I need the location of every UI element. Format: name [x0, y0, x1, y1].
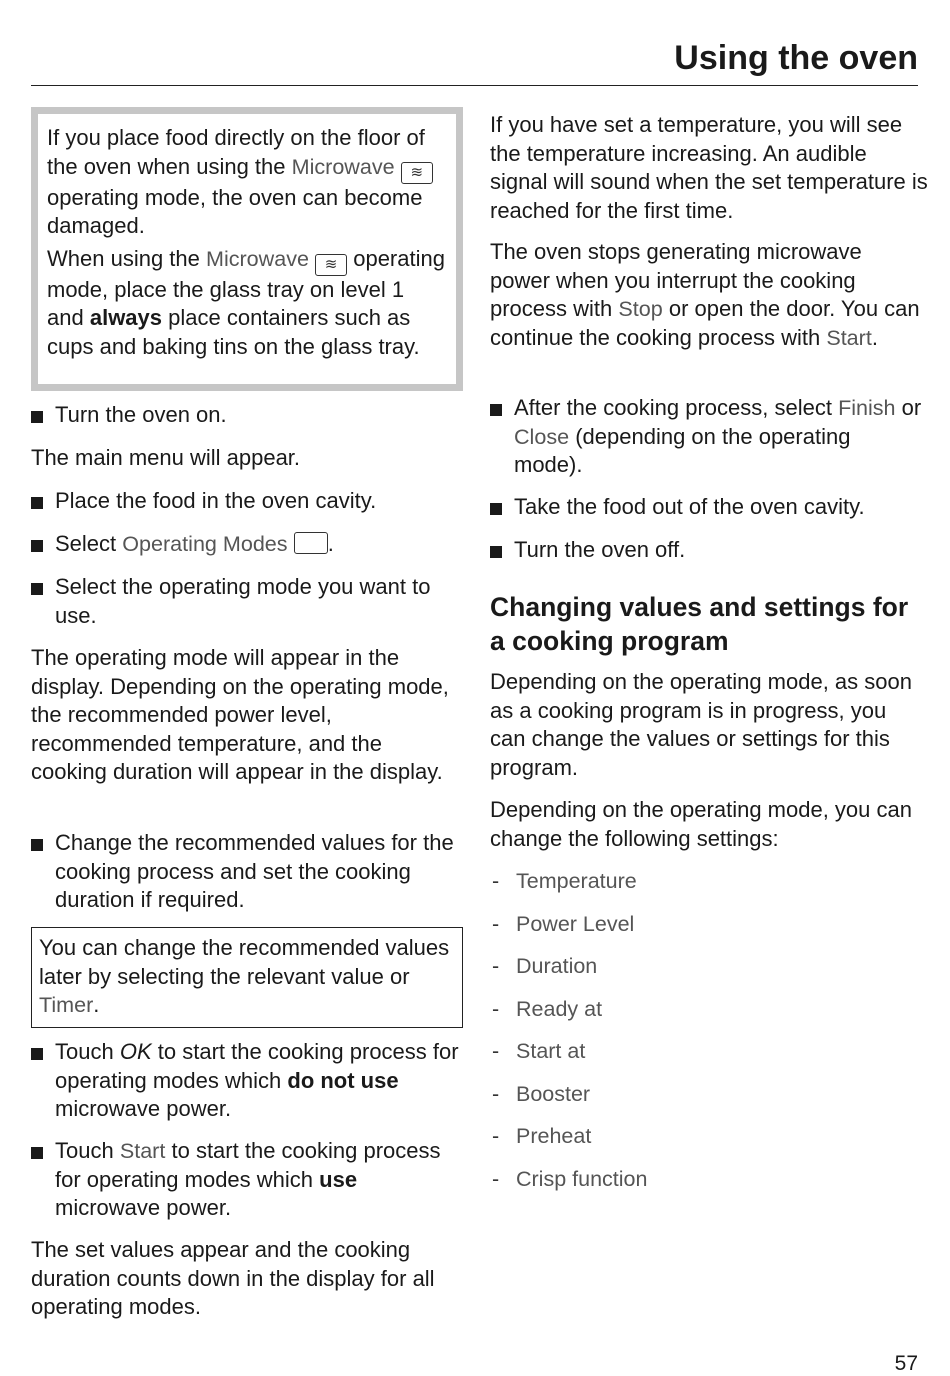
start-label: Start	[826, 324, 872, 350]
text-temperature-signal: If you have set a temperature, you will see the temperature increasing. An audible signal will sound when the set temperature is reached for the first time.	[490, 112, 928, 223]
step-place-food: Place the food in the oven cavity.	[31, 487, 463, 516]
note-box	[31, 927, 463, 1028]
text-mode-display: The operating mode will appear in the display. Depending on the operating mode, the recommended power level, recommended temperature, and the cooking duration will appear in the display.	[31, 645, 449, 784]
step-turn-oven-off: Turn the oven off.	[490, 536, 922, 565]
operating-modes-menu-label: Operating Modes	[122, 531, 288, 556]
step-select-mode: Select the operating mode you want to use.	[31, 573, 463, 630]
warning-paragraph-2: When using the Microwave ≋ operating mode, place the glass tray on level 1 and always place containers such as cups and baking tins on the glass tray.	[47, 245, 445, 359]
step-touch-start: Touch Start to start the cooking process for operating modes which use microwave power.	[31, 1137, 463, 1223]
text-change-values-intro: Depending on the operating mode, as soon as a cooking program is in progress, you can change the values or settings for this program.	[490, 669, 912, 780]
text-settings-intro: Depending on the operating mode, you can change the following settings:	[490, 797, 912, 851]
section-heading: Changing values and settings for a cooking program	[490, 592, 909, 656]
microwave-waves-icon: ≋	[401, 162, 433, 184]
step-touch-ok: Touch OK to start the cooking process for operating modes which do not use microwave power.	[31, 1038, 463, 1124]
close-label: Close	[514, 423, 570, 449]
microwave-mode-label: Microwave	[291, 153, 395, 179]
list-item: - Booster	[492, 1082, 591, 1106]
list-item: - Preheat	[492, 1124, 592, 1148]
step-take-food-out: Take the food out of the oven cavity.	[490, 493, 922, 522]
page-title: Using the oven	[674, 39, 918, 77]
list-item: - Power Level	[492, 912, 635, 936]
warning-box	[31, 107, 463, 391]
text-values-countdown: The set values appear and the cooking duration counts down in the display for all operating modes.	[31, 1237, 435, 1319]
note-text: You can change the recommended values later by selecting the relevant value or Timer.	[39, 935, 450, 1017]
text-stop-microwave: The oven stops generating microwave power when you interrupt the cooking process with Stop or open the door. You can continue the cooking process with Start.	[490, 239, 920, 350]
step-turn-oven-on: Turn the oven on.	[31, 401, 463, 430]
warning-paragraph-1: If you place food directly on the floor of the oven when using the Microwave ≋ operating mode, the oven can become damaged.	[47, 124, 446, 241]
finish-label: Finish	[838, 395, 896, 420]
list-item: - Start at	[492, 1039, 586, 1063]
text-main-menu: The main menu will appear.	[31, 445, 301, 470]
microwave-mode-label: Microwave	[206, 245, 309, 271]
operating-modes-icon	[294, 532, 328, 554]
microwave-waves-icon: ≋	[315, 254, 347, 276]
step-select-operating-modes: Select Operating Modes .	[31, 530, 463, 559]
timer-label: Timer	[39, 992, 94, 1017]
header-divider	[31, 85, 918, 86]
list-item: - Duration	[492, 954, 598, 978]
list-item: - Temperature	[492, 869, 637, 893]
ok-label: OK	[119, 1039, 152, 1064]
page-number: 57	[894, 1352, 918, 1375]
stop-label: Stop	[618, 296, 663, 321]
list-item: - Ready at	[492, 997, 603, 1021]
step-change-values: Change the recommended values for the cooking process and set the cooking duration if required.	[31, 829, 463, 915]
step-finish-close: After the cooking process, select Finish or Close (depending on the operating mode).	[490, 394, 922, 480]
list-item: - Crisp function	[492, 1167, 648, 1191]
start-label: Start	[119, 1138, 166, 1163]
